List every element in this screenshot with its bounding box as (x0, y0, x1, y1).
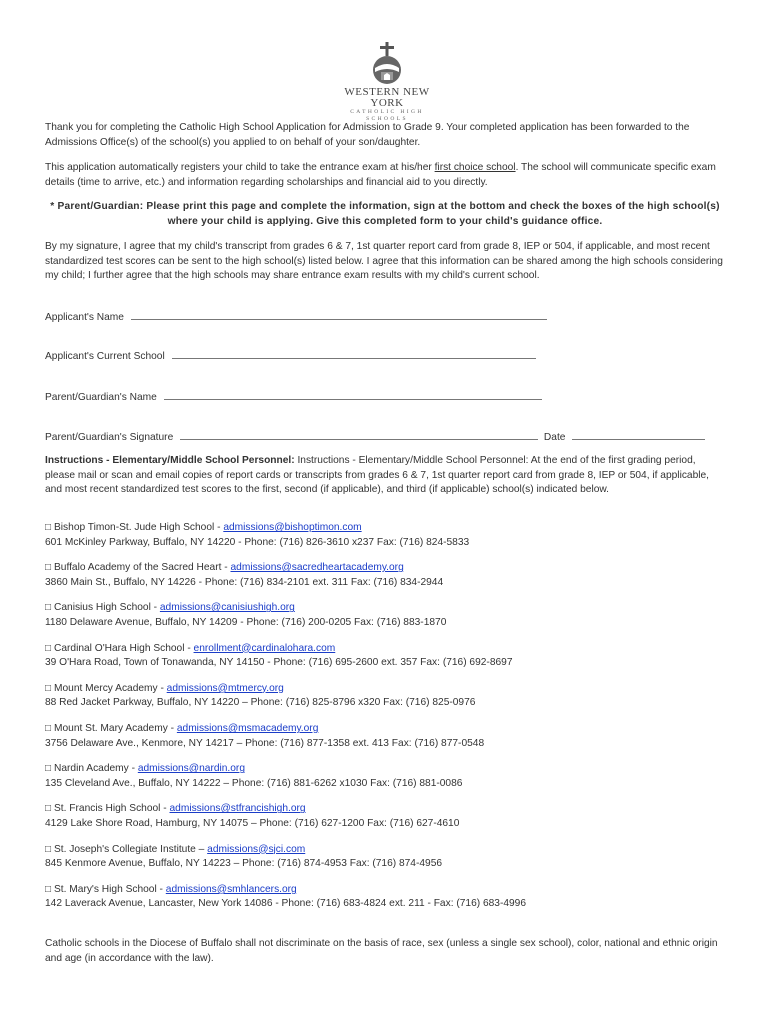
applicant-name-label: Applicant's Name (45, 312, 124, 323)
school-name: Nardin Academy - (54, 763, 138, 775)
date-line[interactable] (572, 429, 705, 440)
school-item (45, 601, 725, 630)
school-checkbox[interactable]: □ (45, 883, 52, 895)
school-address: 142 Laverack Avenue, Lancaster, New York 14086 - Phone: (716) 683-4824 ext. 211 - Fax: (716) 683-4996 (45, 898, 527, 910)
current-school-field[interactable] (45, 348, 725, 365)
school-name: St. Francis High School - (54, 803, 170, 815)
school-address: 601 McKinley Parkway, Buffalo, NY 14220 - Phone: (716) 826-3610 x237 Fax: (716) 824-5833 (45, 536, 470, 548)
school-address: 1180 Delaware Avenue, Buffalo, NY 14209 - Phone: (716) 200-0205 Fax: (716) 883-1870 (45, 616, 447, 628)
school-checkbox[interactable]: □ (45, 642, 52, 654)
guardian-name-label: Parent/Guardian's Name (45, 392, 157, 403)
school-checkbox[interactable]: □ (45, 763, 52, 775)
date-label: Date (543, 432, 566, 443)
school-checkbox[interactable]: □ (45, 723, 52, 734)
school-item (45, 521, 725, 550)
school-name: St. Joseph's Collegiate Institute – (54, 843, 208, 855)
intro-paragraph: Thank you for completing the Catholic High School Application for Admission to Grade 9. Your completed application has been forwarded to the Admissions Office(s) of the school(s) you applied to on behalf of your son/daughter. (45, 122, 690, 148)
registration-text-end: . The school will communicate specific exam details (time to arrive, etc.) and information regarding scholarships and financial aid to you directly. (45, 162, 716, 188)
school-item (45, 883, 725, 912)
instructions-text: Instructions - Elementary/Middle School Personnel: At the end of the first grading period, please mail or scan and email copies of report cards or transcripts from grades 6 & 7, 1st quarter report card from grade 8, IEP or 504, if applicable, and most recent standardized test scores to the first, second (if applicable), and third (if applicable) school(s) indicated below. (45, 455, 710, 495)
instructions-paragraph (45, 454, 725, 498)
guardian-notice: * Parent/Guardian: Please print this page and complete the information, sign at the bottom and check the boxes of the high school(s) where your child is applying. Give this completed form to your child's guidance office. (50, 201, 720, 227)
school-checkbox[interactable]: □ (45, 602, 52, 614)
school-item (45, 802, 725, 831)
school-checkbox[interactable]: □ (45, 843, 52, 855)
school-name: Cardinal O'Hara High School - (54, 642, 194, 654)
school-address: 3860 Main St., Buffalo, NY 14226 - Phone: (716) 834-2101 ext. 311 Fax: (716) 834-2944 (45, 576, 444, 588)
school-name: St. Mary's High School - (54, 883, 166, 895)
applicant-name-line[interactable] (131, 309, 547, 320)
guardian-name-field[interactable] (45, 389, 725, 406)
school-email-link[interactable]: admissions@bishoptimon.com (223, 522, 362, 533)
school-email-link[interactable]: admissions@nardin.org (137, 763, 245, 775)
registration-paragraph (45, 161, 725, 190)
school-item (45, 762, 725, 791)
school-address: 39 O'Hara Road, Town of Tonawanda, NY 14150 - Phone: (716) 695-2600 ext. 357 Fax: (716) 692-8697 (45, 657, 513, 669)
school-address: 3756 Delaware Ave., Kenmore, NY 14217 – Phone: (716) 877-1358 ext. 413 Fax: (716) 877-0548 (45, 737, 485, 749)
guardian-signature-line[interactable] (180, 429, 538, 440)
school-name: Mount St. Mary Academy - (54, 723, 177, 734)
school-name: Canisius High School - (54, 602, 160, 614)
guardian-signature-label: Parent/Guardian's Signature (45, 432, 174, 443)
logo-name: WESTERN NEW YORK (344, 86, 430, 109)
school-name: Buffalo Academy of the Sacred Heart - (54, 562, 231, 574)
consent-paragraph: By my signature, I agree that my child's transcript from grades 6 & 7, 1st quarter report card from grade 8, IEP or 504, if applicable, and most recent standardized test scores can be sent to the high school(s) listed below. I agree that this information can be shared among the high schools considering my child; I further agree that the high schools may share entrance exam results with my child's current school. (45, 241, 723, 281)
school-name: Bishop Timon-St. Jude High School - (54, 522, 224, 533)
logo-subtitle: CATHOLIC HIGH SCHOOLS (350, 109, 424, 122)
school-checkbox[interactable]: □ (45, 803, 52, 815)
school-email-link[interactable]: enrollment@cardinalohara.com (193, 642, 336, 654)
school-email-link[interactable]: admissions@msmacademy.org (176, 723, 319, 734)
current-school-line[interactable] (172, 348, 536, 359)
school-email-link[interactable]: admissions@mtmercy.org (166, 682, 284, 694)
nondiscrimination-footer: Catholic schools in the Diocese of Buffalo shall not discriminate on the basis of race, sex (unless a single sex school), color, national and ethnic origin and age (in accordance with the law). (45, 938, 718, 964)
first-choice-link: first choice school (434, 162, 516, 173)
school-email-link[interactable]: admissions@canisiushigh.org (159, 602, 295, 614)
school-item (45, 642, 725, 671)
school-logo (334, 42, 440, 122)
school-item (45, 561, 725, 590)
school-email-link[interactable]: admissions@smhlancers.org (165, 883, 297, 895)
cross-globe-icon (367, 42, 407, 86)
school-item (45, 722, 725, 751)
school-address: 135 Cleveland Ave., Buffalo, NY 14222 – Phone: (716) 881-6262 x1030 Fax: (716) 881-0086 (45, 777, 463, 789)
school-email-link[interactable]: admissions@sacredheartacademy.org (230, 562, 404, 574)
school-name: Mount Mercy Academy - (54, 682, 167, 694)
applicant-name-field[interactable] (45, 309, 725, 326)
guardian-name-line[interactable] (164, 389, 542, 400)
school-address: 88 Red Jacket Parkway, Buffalo, NY 14220 – Phone: (716) 825-8796 x320 Fax: (716) 825-0976 (45, 697, 476, 709)
guardian-signature-field[interactable] (45, 429, 725, 446)
current-school-label: Applicant's Current School (45, 351, 165, 362)
school-checkbox[interactable]: □ (45, 522, 52, 533)
school-item (45, 843, 725, 872)
instructions-heading: Instructions - Elementary/Middle School Personnel: (45, 455, 295, 466)
registration-text-start: This application automatically registers your child to take the entrance exam at his/her (45, 162, 435, 173)
school-item (45, 682, 725, 711)
school-checkbox[interactable]: □ (45, 562, 52, 574)
school-checkbox[interactable]: □ (45, 682, 52, 694)
school-address: 4129 Lake Shore Road, Hamburg, NY 14075 – Phone: (716) 627-1200 Fax: (716) 627-4610 (45, 817, 460, 829)
school-address: 845 Kenmore Avenue, Buffalo, NY 14223 – Phone: (716) 874-4953 Fax: (716) 874-4956 (45, 858, 443, 870)
school-email-link[interactable]: admissions@sjci.com (207, 843, 306, 855)
school-email-link[interactable]: admissions@stfrancishigh.org (169, 803, 306, 815)
